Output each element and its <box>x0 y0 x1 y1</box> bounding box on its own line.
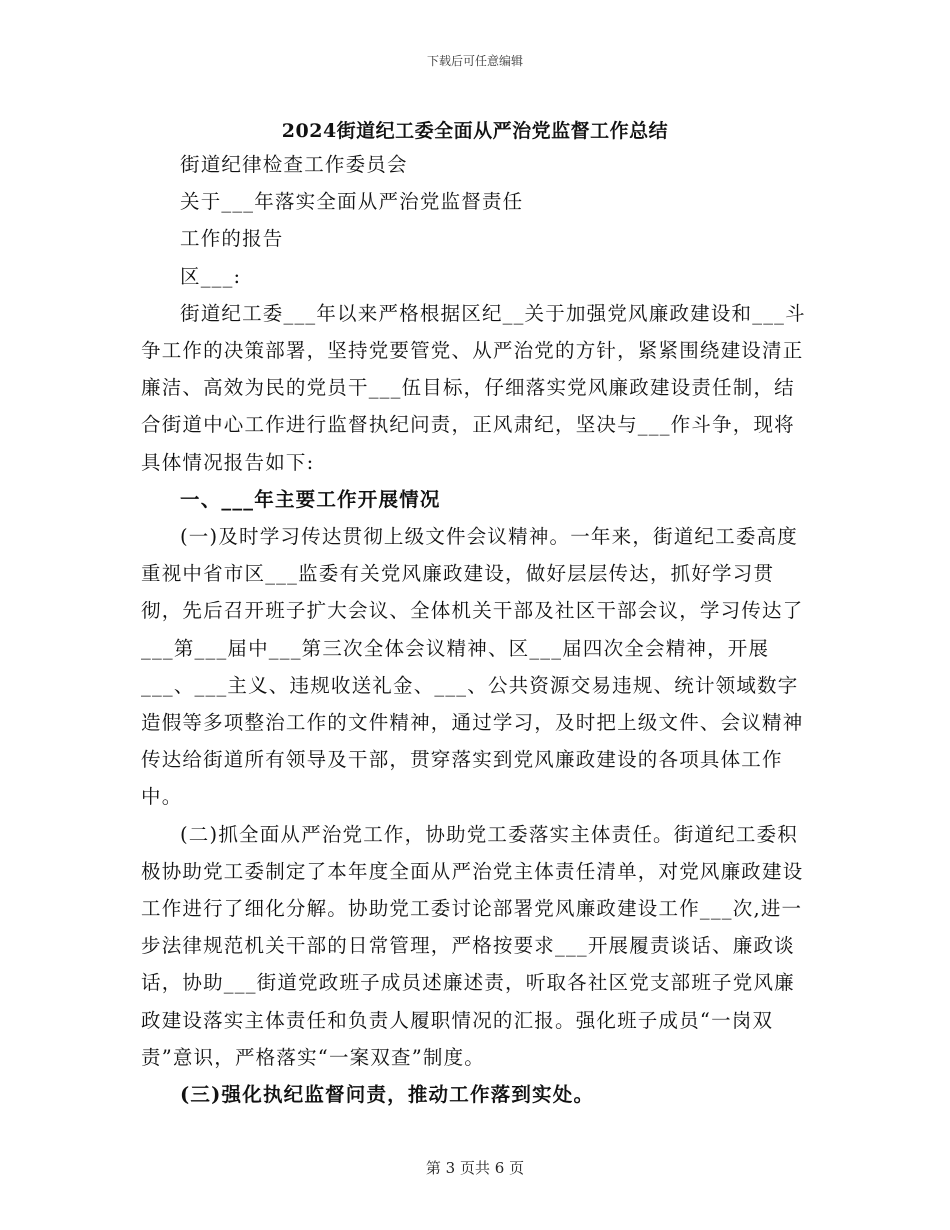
page-number: 第 3 页共 6 页 <box>425 1159 525 1177</box>
report-subject-line: 关于___年落实全面从严治党监督责任 <box>180 190 524 214</box>
paragraph-item-1: (一)及时学习传达贯彻上级文件会议精神。一年来，街道纪工委高度重视中省市区___监委有关党风廉政建设，做好层层传达，抓好学习贯彻，先后召开班子扩大会议、全体机关干部及社区干部会议，学习传达了___第___届中___第三次全体会议精神、区___届四次全会精神，开展___、___主义、违规收送礼金、___、公共资源交易违规、统计领域数字造假等多项整治工作的文件精神，通过学习，及时把上级文件、会议精神传达给街道所有领导及干部，贯穿落实到党风廉政建设的各项具体工作中。 <box>141 525 804 809</box>
document-body <box>141 146 809 1113</box>
subheading-item-3: (三)强化执纪监督问责，推动工作落到实处。 <box>180 1083 595 1107</box>
report-subject-line-2: 工作的报告 <box>180 227 284 251</box>
page-header-note: 下载后可任意编辑 <box>426 54 523 68</box>
salutation-line: 区___: <box>180 264 242 288</box>
recipient-org-line: 街道纪律检查工作委员会 <box>180 153 408 176</box>
intro-paragraph: 街道纪工委___年以来严格根据区纪__关于加强党风廉政建设和___斗争工作的决策部署，坚持党要管党、从严治党的方针，紧紧围绕建设清正廉洁、高效为民的党员干___伍目标，仔细落实党风廉政建设责任制，结合街道中心工作进行监督执纪问责，正风肃纪，坚决与___作斗争，现将具体情况报告如下: <box>141 301 806 474</box>
paragraph-item-2: (二)抓全面从严治党工作，协助党工委落实主体责任。街道纪工委积极协助党工委制定了本年度全面从严治党主体责任清单，对党风廉政建设工作进行了细化分解。协助党工委讨论部署党风廉政建设工作___次,进一步法律规范机关干部的日常管理，严格按要求___开展履责谈话、廉政谈话，协助___街道党政班子成员述廉述责，听取各社区党支部班子党风廉政建设落实主体责任和负责人履职情况的汇报。强化班子成员“一岗双责”意识，严格落实“一案双查”制度。 <box>141 822 804 1069</box>
document-title: 2024街道纪工委全面从严治党监督工作总结 <box>281 120 669 142</box>
section-heading: 一、___年主要工作开展情况 <box>180 487 441 511</box>
